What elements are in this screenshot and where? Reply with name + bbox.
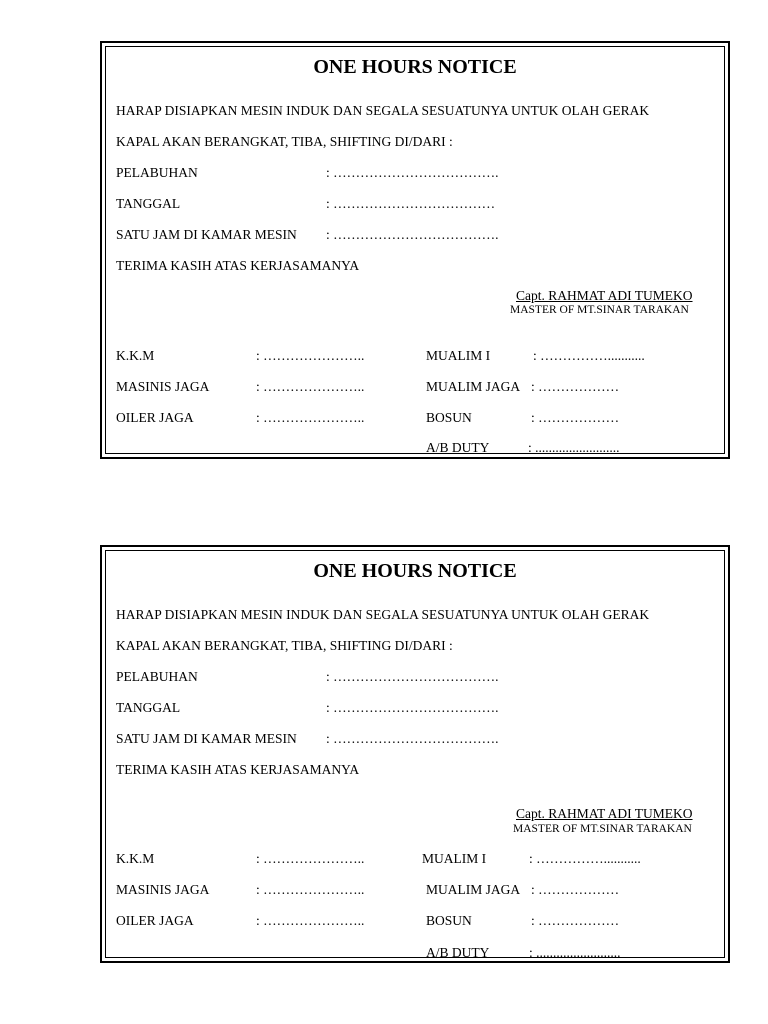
crew-value-kkm: : ………………….. — [256, 348, 365, 363]
field-value-satu-jam: : ………………………………. — [326, 227, 499, 242]
crew-label-mualim-i: MUALIM I — [426, 348, 491, 363]
crew-value-masinis-jaga: : ………………….. — [256, 882, 365, 897]
departure-line: KAPAL AKAN BERANGKAT, TIBA, SHIFTING DI/DARI : — [116, 134, 453, 149]
notice-card — [100, 545, 730, 963]
crew-value-mualim-jaga: : ……………… — [531, 882, 620, 897]
instruction-line: HARAP DISIAPKAN MESIN INDUK DAN SEGALA SESUATUNYA UNTUK OLAH GERAK — [116, 607, 650, 622]
field-label-satu-jam: SATU JAM DI KAMAR MESIN — [116, 731, 297, 746]
thanks-line: TERIMA KASIH ATAS KERJASAMANYA — [116, 258, 360, 273]
crew-label-bosun: BOSUN — [426, 913, 472, 928]
crew-label-masinis-jaga: MASINIS JAGA — [116, 882, 210, 897]
field-value-pelabuhan: : ………………………………. — [326, 669, 499, 684]
crew-label-masinis-jaga: MASINIS JAGA — [116, 379, 210, 394]
signature-title: MASTER OF MT.SINAR TARAKAN — [513, 823, 692, 835]
field-label-pelabuhan: PELABUHAN — [116, 165, 198, 180]
crew-value-kkm: : ………………….. — [256, 851, 365, 866]
departure-line: KAPAL AKAN BERANGKAT, TIBA, SHIFTING DI/DARI : — [116, 638, 453, 653]
crew-label-kkm: K.K.M — [116, 851, 155, 866]
field-value-tanggal: : ……………………………… — [326, 196, 496, 211]
notice-title: ONE HOURS NOTICE — [313, 56, 517, 78]
instruction-line: HARAP DISIAPKAN MESIN INDUK DAN SEGALA SESUATUNYA UNTUK OLAH GERAK — [116, 103, 650, 118]
crew-label-oiler-jaga: OILER JAGA — [116, 410, 194, 425]
crew-label-bosun: BOSUN — [426, 410, 472, 425]
notice-card — [100, 41, 730, 459]
crew-value-oiler-jaga: : ………………….. — [256, 410, 365, 425]
crew-value-mualim-i: : ……………........... — [533, 348, 645, 363]
signature-name: Capt. RAHMAT ADI TUMEKO — [516, 288, 693, 303]
crew-label-mualim-jaga: MUALIM JAGA — [426, 379, 521, 394]
crew-value-mualim-i: : ……………........... — [529, 851, 641, 866]
signature-title: MASTER OF MT.SINAR TARAKAN — [510, 304, 689, 316]
crew-value-mualim-jaga: : ……………… — [531, 379, 620, 394]
crew-value-ab-duty: : ......................... — [529, 945, 621, 960]
crew-label-oiler-jaga: OILER JAGA — [116, 913, 194, 928]
crew-label-ab-duty: A/B DUTY — [426, 945, 490, 960]
crew-value-oiler-jaga: : ………………….. — [256, 913, 365, 928]
crew-label-kkm: K.K.M — [116, 348, 155, 363]
field-label-tanggal: TANGGAL — [116, 700, 181, 715]
field-label-tanggal: TANGGAL — [116, 196, 181, 211]
field-value-tanggal: : ………………………………. — [326, 700, 499, 715]
crew-value-masinis-jaga: : ………………….. — [256, 379, 365, 394]
crew-label-mualim-jaga: MUALIM JAGA — [426, 882, 521, 897]
crew-label-ab-duty: A/B DUTY — [426, 440, 490, 455]
field-label-pelabuhan: PELABUHAN — [116, 669, 198, 684]
field-value-satu-jam: : ………………………………. — [326, 731, 499, 746]
crew-value-bosun: : ……………… — [531, 913, 620, 928]
thanks-line: TERIMA KASIH ATAS KERJASAMANYA — [116, 762, 360, 777]
field-value-pelabuhan: : ………………………………. — [326, 165, 499, 180]
crew-label-mualim-i: MUALIM I — [422, 851, 487, 866]
signature-name: Capt. RAHMAT ADI TUMEKO — [516, 806, 693, 821]
crew-value-ab-duty: : ......................... — [528, 440, 620, 455]
field-label-satu-jam: SATU JAM DI KAMAR MESIN — [116, 227, 297, 242]
crew-value-bosun: : ……………… — [531, 410, 620, 425]
notice-title: ONE HOURS NOTICE — [313, 560, 517, 582]
